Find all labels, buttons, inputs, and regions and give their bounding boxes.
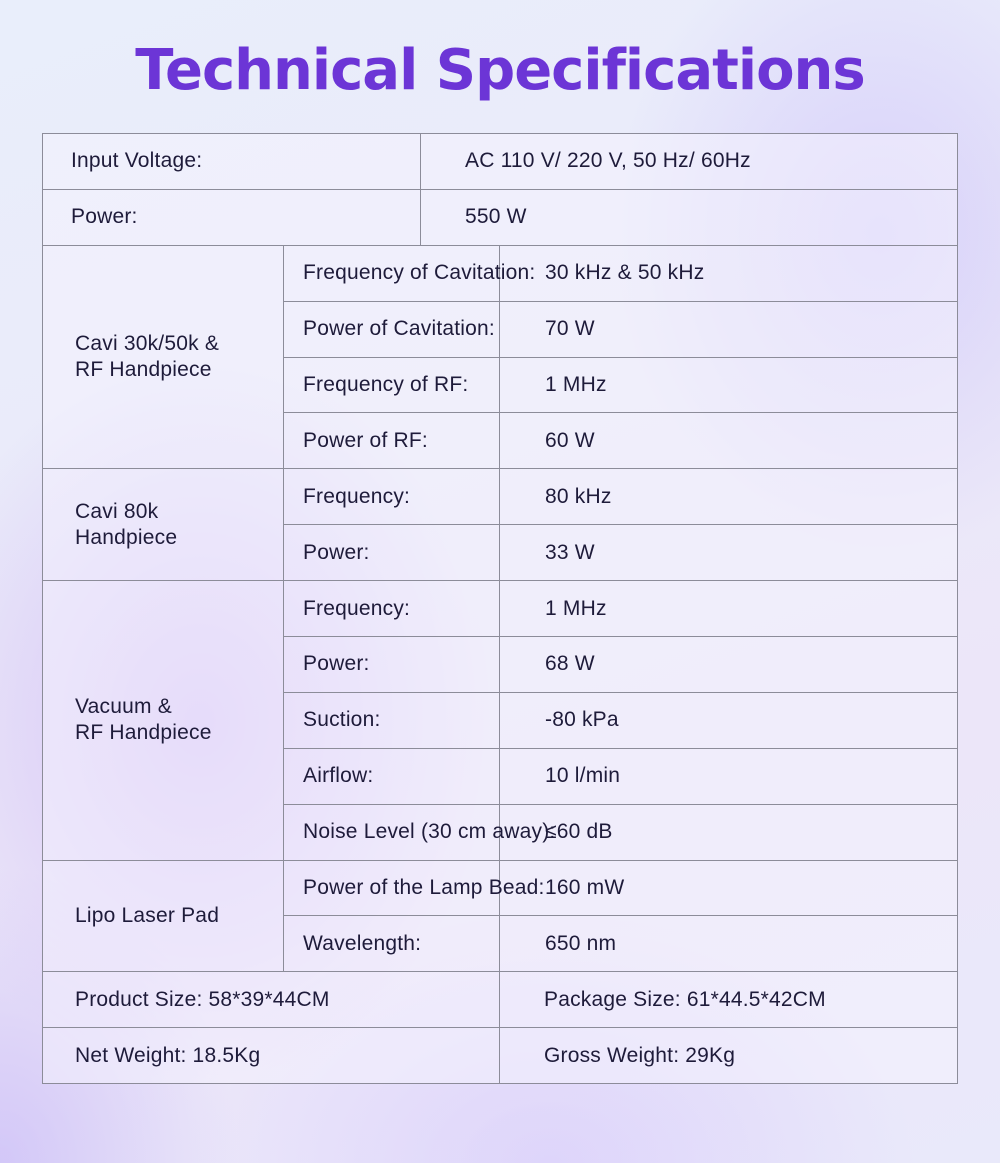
spec-value: 650 nm (500, 916, 958, 972)
group-name-line: RF Handpiece (75, 721, 212, 745)
spec-label: Power: (284, 525, 500, 581)
spec-label: Input Voltage: (43, 134, 421, 190)
table-row (43, 469, 958, 525)
spec-label: Frequency of Cavitation: (284, 245, 500, 301)
group-name-line: Vacuum & (75, 695, 172, 719)
table-row (43, 245, 958, 301)
spec-value: 160 mW (500, 860, 958, 916)
spec-value: 1 MHz (500, 581, 958, 637)
spec-label: Noise Level (30 cm away): (284, 804, 500, 860)
spec-value: 550 W (421, 189, 958, 245)
spec-value: AC 110 V/ 220 V, 50 Hz/ 60Hz (421, 134, 958, 190)
page-title: Technical Specifications (135, 38, 865, 103)
table-row (43, 134, 958, 190)
spec-value: 30 kHz & 50 kHz (500, 245, 958, 301)
gross-weight: Gross Weight: 29Kg (500, 1028, 958, 1084)
spec-label: Frequency: (284, 469, 500, 525)
group-name-line: Handpiece (75, 525, 178, 549)
spec-label: Frequency: (284, 581, 500, 637)
net-weight: Net Weight: 18.5Kg (43, 1028, 500, 1084)
spec-value: 80 kHz (500, 469, 958, 525)
spec-value: ≤60 dB (500, 804, 958, 860)
spec-label: Power of Cavitation: (284, 301, 500, 357)
spec-value: 10 l/min (500, 748, 958, 804)
table-row (43, 189, 958, 245)
spec-label: Power of the Lamp Bead: (284, 860, 500, 916)
group-name (43, 245, 284, 469)
group-name-line: Lipo Laser Pad (75, 903, 220, 927)
group-name-line: RF Handpiece (75, 358, 212, 382)
spec-value: 68 W (500, 637, 958, 693)
group-name (43, 469, 284, 581)
spec-value: 60 W (500, 413, 958, 469)
group-name (43, 581, 284, 860)
product-size: Product Size: 58*39*44CM (43, 972, 500, 1028)
spec-label: Wavelength: (284, 916, 500, 972)
spec-label: Power of RF: (284, 413, 500, 469)
spec-label: Power: (284, 637, 500, 693)
group-name-line: Cavi 80k (75, 499, 159, 523)
package-size: Package Size: 61*44.5*42CM (500, 972, 958, 1028)
table-row (43, 972, 958, 1028)
spec-value: 33 W (500, 525, 958, 581)
table-row (43, 860, 958, 916)
spec-label: Suction: (284, 692, 500, 748)
table-row (43, 581, 958, 637)
spec-label: Frequency of RF: (284, 357, 500, 413)
spec-label: Power: (43, 189, 421, 245)
table-row (43, 1028, 958, 1084)
spec-value: 1 MHz (500, 357, 958, 413)
spec-value: -80 kPa (500, 692, 958, 748)
group-name (43, 860, 284, 972)
spec-value: 70 W (500, 301, 958, 357)
spec-label: Airflow: (284, 748, 500, 804)
group-name-line: Cavi 30k/50k & (75, 332, 220, 356)
spec-table (42, 133, 958, 1084)
